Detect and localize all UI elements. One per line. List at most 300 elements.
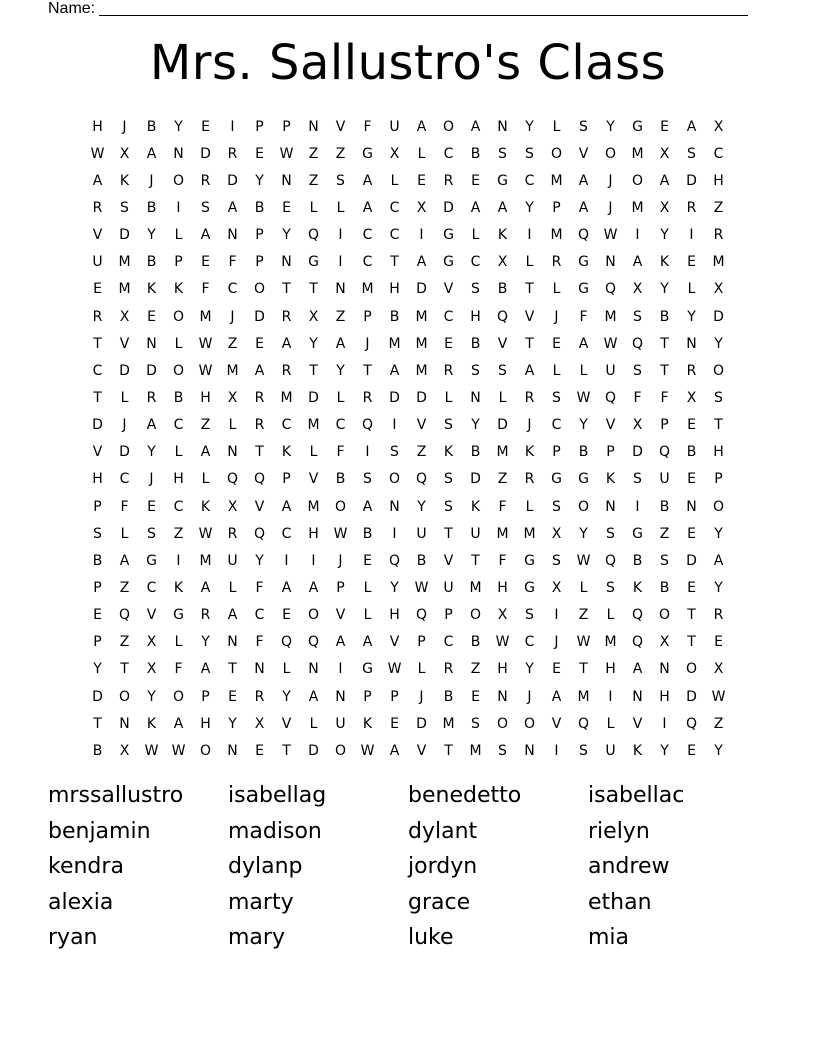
grid-letter: M (469, 742, 482, 759)
grid-letter: I (608, 688, 613, 705)
grid-letter: K (632, 742, 643, 759)
grid-letter: D (92, 417, 103, 434)
grid-letter: H (92, 118, 103, 135)
grid-letter: U (416, 525, 427, 542)
grid-letter: E (201, 118, 210, 135)
grid-letter: Z (416, 444, 427, 461)
grid-row (84, 357, 732, 384)
grid-letter: Q (631, 607, 644, 624)
grid-letter: P (282, 118, 291, 135)
grid-letter: A (146, 417, 157, 434)
grid-letter: I (365, 444, 370, 461)
grid-letter: D (308, 389, 319, 406)
grid-letter: J (122, 118, 127, 135)
grid-letter: C (119, 471, 130, 488)
grid-letter: J (608, 172, 613, 189)
grid-letter: G (578, 281, 589, 298)
grid-letter: B (470, 145, 481, 162)
grid-letter: E (687, 579, 696, 596)
grid-letter: R (524, 389, 535, 406)
grid-letter: L (282, 661, 291, 678)
grid-letter: S (120, 199, 129, 216)
grid-letter: I (338, 254, 343, 271)
grid-letter: J (338, 552, 343, 569)
grid-letter: L (606, 607, 615, 624)
grid-letter: P (552, 199, 561, 216)
word-list-item: mia (588, 925, 630, 951)
grid-letter: P (174, 254, 183, 271)
grid-letter: Y (471, 417, 480, 434)
word-list-item: isabellac (588, 783, 685, 808)
grid-letter: O (172, 362, 185, 379)
grid-letter: N (335, 281, 346, 298)
grid-letter: Z (470, 661, 481, 678)
grid-letter: Y (525, 118, 534, 135)
grid-letter: B (659, 308, 670, 325)
grid-letter: V (443, 281, 454, 298)
grid-letter: L (552, 362, 561, 379)
grid-letter: Y (714, 579, 723, 596)
grid-letter: D (416, 389, 427, 406)
grid-letter: W (360, 742, 375, 759)
grid-letter: E (552, 661, 561, 678)
grid-letter: V (146, 607, 157, 624)
grid-letter: V (605, 417, 616, 434)
grid-letter: F (120, 498, 129, 515)
grid-letter: Y (579, 417, 588, 434)
grid-letter: R (362, 389, 373, 406)
grid-letter: X (146, 661, 157, 678)
grid-letter: D (119, 227, 130, 244)
grid-letter: G (362, 661, 373, 678)
grid-letter: U (443, 579, 454, 596)
grid-letter: X (119, 742, 130, 759)
grid-letter: T (93, 335, 102, 352)
grid-letter: K (146, 715, 157, 732)
grid-letter: E (228, 688, 237, 705)
grid-letter: Z (308, 172, 319, 189)
grid-letter: X (389, 145, 400, 162)
grid-letter: A (362, 498, 373, 515)
grid-letter: J (554, 308, 559, 325)
grid-letter: P (201, 688, 210, 705)
grid-letter: L (228, 417, 237, 434)
grid-letter: X (497, 607, 508, 624)
grid-letter: G (443, 227, 454, 244)
grid-letter: Y (714, 335, 723, 352)
grid-letter: P (417, 634, 426, 651)
grid-letter: T (282, 281, 291, 298)
grid-letter: T (120, 661, 129, 678)
grid-letter: Q (307, 634, 320, 651)
grid-letter: V (281, 715, 292, 732)
grid-letter: E (255, 145, 264, 162)
word-list-item: dylant (408, 818, 478, 844)
grid-letter: B (443, 688, 454, 705)
grid-letter: B (389, 308, 400, 325)
grid-letter: V (92, 227, 103, 244)
grid-letter: W (414, 579, 429, 596)
grid-letter: C (173, 417, 184, 434)
grid-letter: B (92, 742, 103, 759)
grid-letter: Z (335, 308, 346, 325)
grid-letter: T (309, 281, 318, 298)
grid-letter: J (554, 634, 559, 651)
grid-letter: M (415, 308, 428, 325)
grid-letter: R (227, 525, 238, 542)
grid-letter: G (146, 552, 157, 569)
grid-letter: T (390, 254, 399, 271)
grid-letter: S (606, 579, 615, 596)
grid-letter: E (552, 335, 561, 352)
grid-letter: O (334, 742, 347, 759)
grid-letter: D (632, 444, 643, 461)
grid-letter: E (687, 525, 696, 542)
grid-letter: M (226, 362, 239, 379)
grid-letter: I (689, 227, 694, 244)
grid-letter: L (552, 281, 561, 298)
grid-letter: R (200, 172, 211, 189)
grid-letter: S (525, 607, 534, 624)
grid-letter: Y (714, 525, 723, 542)
grid-letter: E (201, 254, 210, 271)
grid-letter: J (608, 199, 613, 216)
grid-letter: K (173, 579, 184, 596)
grid-letter: N (659, 661, 670, 678)
grid-letter: A (470, 199, 481, 216)
grid-letter: L (552, 118, 561, 135)
grid-letter: B (146, 118, 157, 135)
grid-letter: I (338, 227, 343, 244)
grid-letter: A (227, 199, 238, 216)
grid-letter: Y (336, 362, 345, 379)
grid-letter: Q (604, 281, 617, 298)
grid-letter: C (713, 145, 724, 162)
grid-letter: O (172, 172, 185, 189)
grid-letter: L (174, 634, 183, 651)
grid-letter: W (144, 742, 159, 759)
grid-letter: G (362, 145, 373, 162)
grid-letter: P (606, 444, 615, 461)
grid-letter: N (686, 498, 697, 515)
grid-letter: L (390, 172, 399, 189)
word-list-item: madison (228, 818, 322, 844)
grid-row (84, 737, 732, 764)
grid-letter: C (470, 254, 481, 271)
grid-letter: O (469, 607, 482, 624)
grid-letter: C (524, 634, 535, 651)
grid-letter: C (254, 607, 265, 624)
grid-letter: N (254, 661, 265, 678)
grid-letter: T (660, 335, 669, 352)
grid-letter: X (632, 281, 643, 298)
grid-letter: M (388, 335, 401, 352)
grid-letter: N (308, 661, 319, 678)
grid-letter: X (227, 498, 238, 515)
grid-letter: L (174, 227, 183, 244)
grid-letter: Y (606, 118, 615, 135)
grid-letter: S (660, 552, 669, 569)
grid-letter: S (471, 715, 480, 732)
grid-row (84, 520, 732, 547)
grid-letter: M (199, 308, 212, 325)
grid-letter: X (254, 715, 265, 732)
grid-letter: A (281, 498, 292, 515)
grid-letter: X (119, 308, 130, 325)
grid-letter: S (390, 444, 399, 461)
grid-letter: A (173, 715, 184, 732)
grid-letter: Q (415, 471, 428, 488)
grid-letter: A (524, 362, 535, 379)
grid-letter: V (254, 498, 265, 515)
grid-letter: M (550, 172, 563, 189)
grid-letter: T (687, 634, 696, 651)
grid-letter: W (333, 525, 348, 542)
grid-letter: R (281, 308, 292, 325)
grid-letter: H (713, 444, 724, 461)
grid-letter: A (227, 607, 238, 624)
grid-letter: Q (496, 308, 509, 325)
grid-letter: X (416, 199, 427, 216)
grid-letter: S (471, 281, 480, 298)
grid-letter: S (606, 525, 615, 542)
grid-letter: R (551, 254, 562, 271)
grid-letter: A (470, 118, 481, 135)
grid-letter: R (443, 172, 454, 189)
grid-letter: P (363, 308, 372, 325)
grid-row (84, 249, 732, 276)
grid-letter: F (579, 308, 588, 325)
grid-letter: X (713, 118, 724, 135)
grid-letter: T (525, 281, 534, 298)
grid-letter: X (227, 389, 238, 406)
grid-letter: X (119, 145, 130, 162)
grid-letter: J (527, 688, 532, 705)
grid-letter: M (604, 308, 617, 325)
grid-letter: M (631, 199, 644, 216)
grid-letter: A (281, 579, 292, 596)
grid-letter: N (281, 172, 292, 189)
grid-letter: Y (282, 227, 291, 244)
grid-letter: E (471, 172, 480, 189)
grid-letter: L (471, 227, 480, 244)
grid-letter: P (93, 498, 102, 515)
grid-letter: A (335, 335, 346, 352)
grid-letter: C (443, 308, 454, 325)
grid-letter: W (603, 335, 618, 352)
grid-row (84, 466, 732, 493)
grid-letter: S (714, 389, 723, 406)
grid-letter: A (632, 661, 643, 678)
word-list-item: luke (408, 925, 454, 951)
grid-letter: C (524, 172, 535, 189)
grid-letter: I (311, 552, 316, 569)
grid-letter: E (93, 281, 102, 298)
grid-letter: R (146, 389, 157, 406)
grid-letter: M (550, 227, 563, 244)
grid-letter: Y (660, 227, 669, 244)
grid-letter: H (497, 661, 508, 678)
grid-letter: O (388, 471, 401, 488)
grid-letter: H (605, 661, 616, 678)
grid-letter: B (470, 444, 481, 461)
grid-letter: S (93, 525, 102, 542)
grid-letter: D (713, 308, 724, 325)
grid-letter: M (118, 281, 131, 298)
grid-letter: Z (119, 634, 130, 651)
grid-letter: D (497, 417, 508, 434)
grid-letter: A (659, 172, 670, 189)
grid-letter: V (335, 607, 346, 624)
grid-letter: P (444, 607, 453, 624)
grid-letter: G (497, 172, 508, 189)
grid-letter: H (92, 471, 103, 488)
grid-letter: D (254, 308, 265, 325)
grid-letter: P (255, 227, 264, 244)
grid-letter: Q (631, 634, 644, 651)
word-list-item: mrssallustro (48, 783, 184, 808)
grid-letter: U (389, 118, 400, 135)
grid-letter: J (149, 172, 154, 189)
grid-letter: K (119, 172, 130, 189)
grid-letter: Q (226, 471, 239, 488)
grid-letter: W (603, 227, 618, 244)
grid-letter: X (308, 308, 319, 325)
grid-letter: W (495, 634, 510, 651)
grid-letter: K (497, 227, 508, 244)
grid-letter: O (199, 742, 212, 759)
grid-letter: B (470, 335, 481, 352)
grid-letter: Y (255, 172, 264, 189)
grid-letter: E (687, 742, 696, 759)
grid-letter: T (228, 661, 237, 678)
grid-letter: P (282, 471, 291, 488)
grid-letter: V (119, 335, 130, 352)
grid-letter: R (713, 607, 724, 624)
grid-letter: X (551, 525, 562, 542)
grid-letter: V (389, 634, 400, 651)
grid-letter: U (470, 525, 481, 542)
grid-letter: S (687, 145, 696, 162)
grid-letter: A (713, 552, 724, 569)
grid-letter: A (362, 172, 373, 189)
word-list (48, 778, 768, 956)
grid-row (84, 574, 732, 601)
grid-letter: F (363, 118, 372, 135)
grid-letter: Y (714, 742, 723, 759)
name-label: Name: (48, 0, 96, 17)
grid-letter: O (496, 715, 509, 732)
grid-letter: A (578, 199, 589, 216)
grid-letter: L (525, 254, 534, 271)
grid-letter: U (92, 254, 103, 271)
grid-letter: B (146, 199, 157, 216)
grid-letter: T (255, 444, 264, 461)
grid-letter: H (308, 525, 319, 542)
grid-letter: P (336, 579, 345, 596)
grid-letter: L (498, 389, 507, 406)
grid-letter: L (525, 498, 534, 515)
grid-letter: B (416, 552, 427, 569)
grid-letter: V (443, 552, 454, 569)
grid-letter: W (711, 688, 726, 705)
grid-letter: Q (280, 634, 293, 651)
word-list-item: mary (228, 925, 285, 951)
grid-letter: I (338, 661, 343, 678)
grid-letter: A (551, 688, 562, 705)
grid-letter: I (554, 607, 559, 624)
grid-letter: U (605, 742, 616, 759)
grid-letter: D (146, 362, 157, 379)
word-list-item: alexia (48, 889, 114, 915)
grid-letter: K (146, 281, 157, 298)
grid-letter: I (635, 498, 640, 515)
grid-letter: D (119, 362, 130, 379)
grid-letter: O (577, 498, 590, 515)
grid-letter: O (118, 688, 131, 705)
grid-letter: Y (660, 281, 669, 298)
grid-letter: K (605, 471, 616, 488)
grid-letter: T (93, 389, 102, 406)
grid-letter: S (633, 308, 642, 325)
grid-letter: M (604, 634, 617, 651)
grid-letter: C (146, 579, 157, 596)
grid-letter: F (498, 552, 507, 569)
grid-letter: C (389, 199, 400, 216)
grid-letter: U (335, 715, 346, 732)
grid-letter: Q (685, 715, 698, 732)
grid-letter: B (92, 552, 103, 569)
grid-letter: W (198, 362, 213, 379)
grid-letter: N (227, 742, 238, 759)
grid-letter: N (632, 688, 643, 705)
grid-row (84, 602, 732, 629)
grid-letter: K (200, 498, 211, 515)
grid-letter: K (443, 444, 454, 461)
grid-letter: L (120, 525, 129, 542)
name-underline (99, 15, 748, 16)
grid-letter: N (686, 335, 697, 352)
grid-letter: L (309, 199, 318, 216)
grid-letter: V (416, 742, 427, 759)
word-list-item: jordyn (408, 854, 478, 880)
grid-letter: E (714, 634, 723, 651)
grid-letter: Z (713, 199, 724, 216)
grid-letter: A (92, 172, 103, 189)
grid-letter: Z (227, 335, 238, 352)
grid-row (84, 303, 732, 330)
grid-row (84, 167, 732, 194)
grid-letter: P (93, 634, 102, 651)
grid-letter: E (147, 308, 156, 325)
grid-letter: B (686, 444, 697, 461)
grid-letter: Y (201, 634, 210, 651)
grid-letter: I (176, 552, 181, 569)
grid-letter: A (416, 118, 427, 135)
grid-letter: G (632, 525, 643, 542)
grid-row (84, 140, 732, 167)
grid-letter: V (578, 145, 589, 162)
grid-letter: R (254, 389, 265, 406)
grid-letter: O (631, 172, 644, 189)
grid-letter: B (362, 525, 373, 542)
grid-letter: F (633, 389, 642, 406)
grid-letter: L (309, 444, 318, 461)
grid-letter: N (173, 145, 184, 162)
word-list-item: dylanp (228, 854, 303, 880)
grid-letter: D (308, 742, 319, 759)
word-list-item: ethan (588, 889, 652, 915)
